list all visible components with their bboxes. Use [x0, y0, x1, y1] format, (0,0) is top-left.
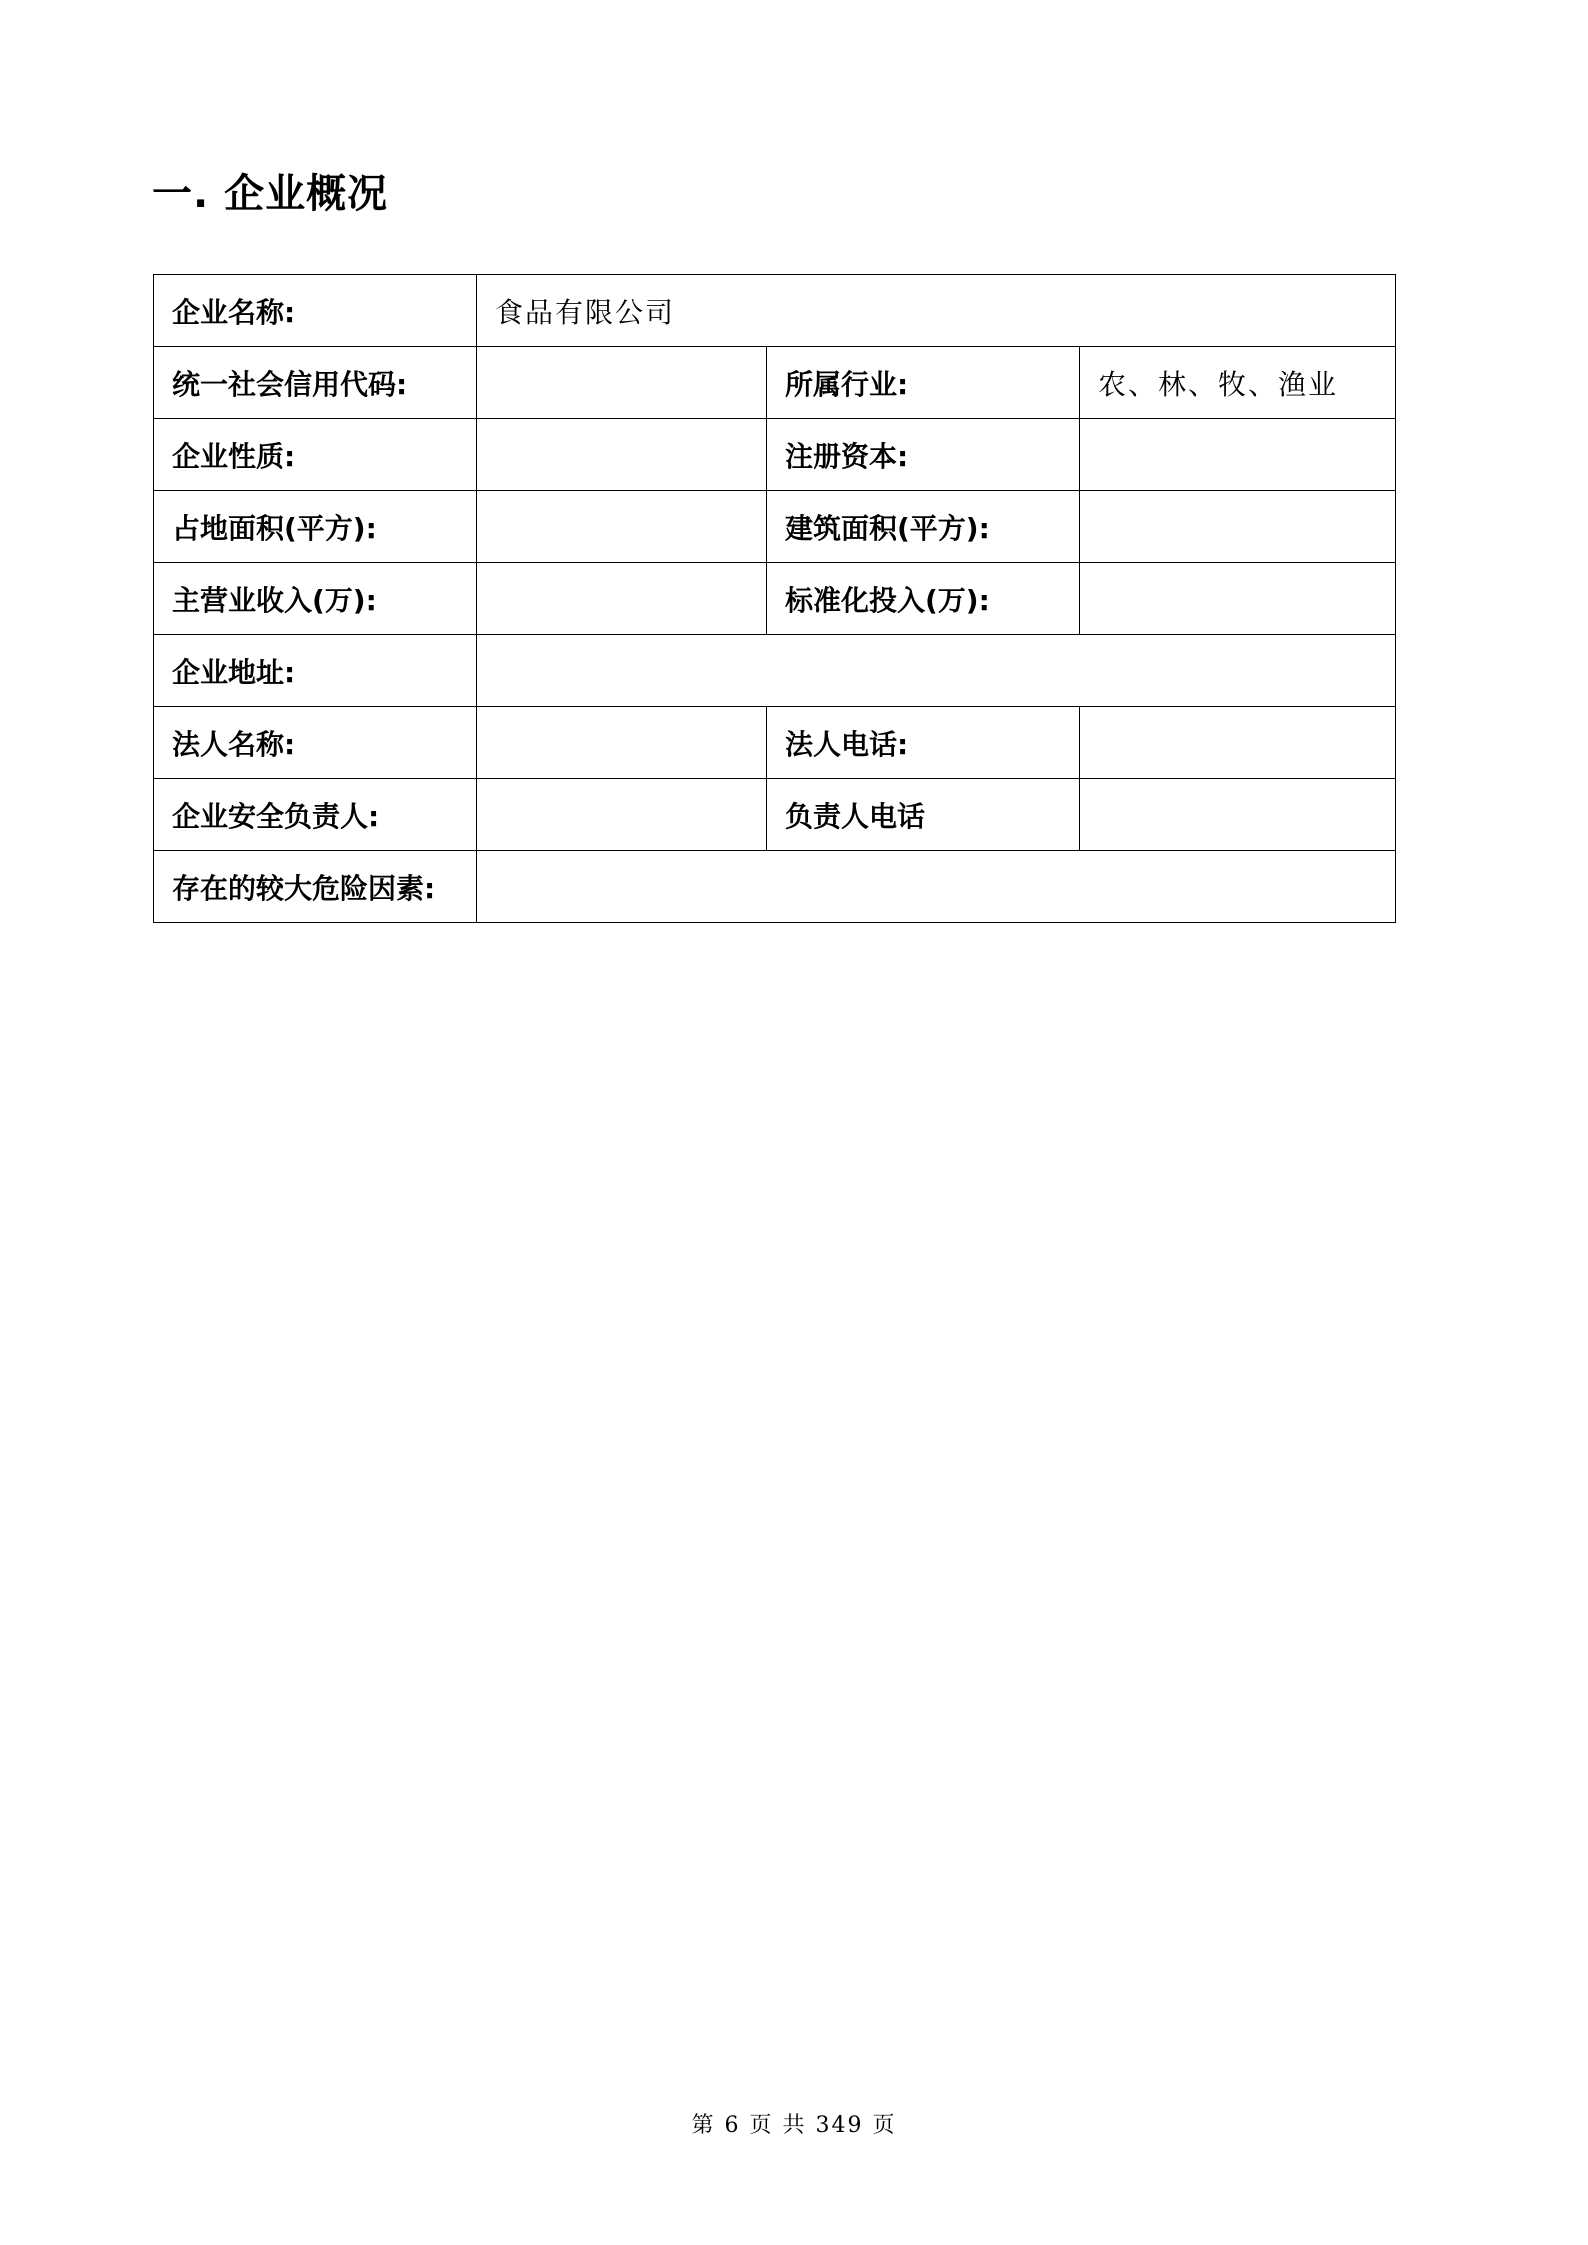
company-name-value: 食品有限公司 — [477, 275, 1396, 347]
table-row — [154, 491, 1396, 563]
address-value — [477, 635, 1396, 707]
table-row — [154, 779, 1396, 851]
safety-phone-label: 负责人电话 — [767, 779, 1080, 851]
credit-code-label: 统一社会信用代码: — [154, 347, 477, 419]
revenue-label: 主营业收入(万): — [154, 563, 477, 635]
company-name-label: 企业名称: — [154, 275, 477, 347]
nature-label: 企业性质: — [154, 419, 477, 491]
capital-label: 注册资本: — [767, 419, 1080, 491]
legal-name-label: 法人名称: — [154, 707, 477, 779]
company-info-table — [153, 274, 1396, 923]
industry-value: 农、林、牧、渔业 — [1080, 347, 1396, 419]
building-area-value — [1080, 491, 1396, 563]
table-row — [154, 635, 1396, 707]
nature-value — [477, 419, 767, 491]
revenue-value — [477, 563, 767, 635]
land-area-value — [477, 491, 767, 563]
building-area-label: 建筑面积(平方): — [767, 491, 1080, 563]
land-area-label: 占地面积(平方): — [154, 491, 477, 563]
industry-label: 所属行业: — [767, 347, 1080, 419]
table-row — [154, 707, 1396, 779]
table-row — [154, 275, 1396, 347]
table-row — [154, 419, 1396, 491]
safety-person-label: 企业安全负责人: — [154, 779, 477, 851]
safety-person-value — [477, 779, 767, 851]
standardization-value — [1080, 563, 1396, 635]
address-label: 企业地址: — [154, 635, 477, 707]
credit-code-value — [477, 347, 767, 419]
legal-phone-label: 法人电话: — [767, 707, 1080, 779]
safety-phone-value — [1080, 779, 1396, 851]
hazards-value — [477, 851, 1396, 923]
hazards-label: 存在的较大危险因素: — [154, 851, 477, 923]
table-row — [154, 851, 1396, 923]
capital-value — [1080, 419, 1396, 491]
table-row — [154, 563, 1396, 635]
page-footer: 第 6 页 共 349 页 — [691, 2113, 897, 2138]
legal-phone-value — [1080, 707, 1396, 779]
table-row — [154, 347, 1396, 419]
standardization-label: 标准化投入(万): — [767, 563, 1080, 635]
section-title: 一. 企业概况 — [152, 171, 389, 217]
legal-name-value — [477, 707, 767, 779]
